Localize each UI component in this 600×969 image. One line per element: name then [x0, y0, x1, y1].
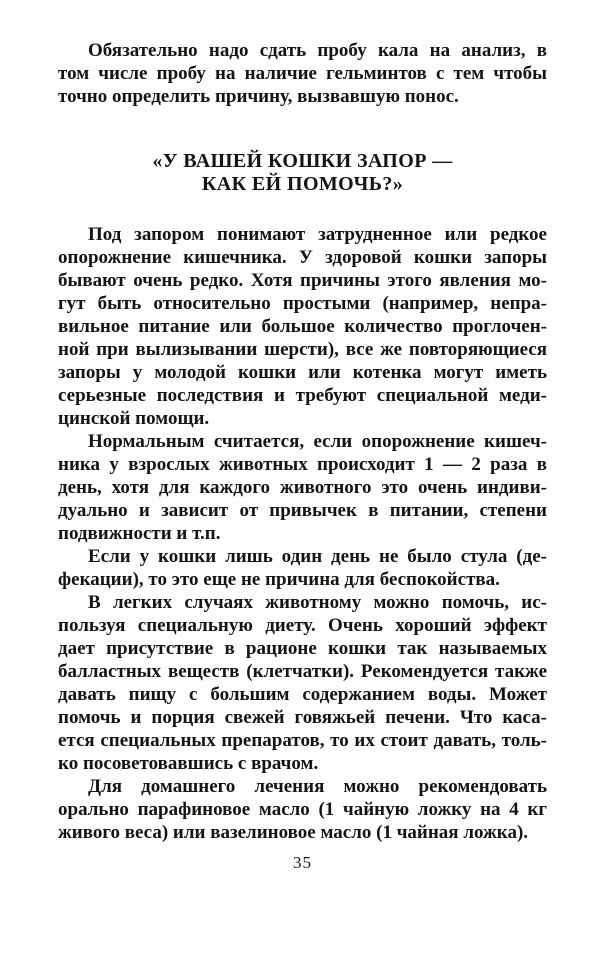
text-line: ется специальных препаратов, то их стоит давать, толь-: [58, 730, 547, 751]
text-line: ника у взрослых животных происходит 1 — 2 раза в: [58, 454, 547, 475]
text-line: ной при вылизывании шерсти), все же повторяющиеся: [58, 339, 547, 360]
text-line: фекации), то это еще не причина для беспокойства.: [58, 569, 500, 590]
text-line: том числе пробу на наличие гельминтов с тем чтобы: [58, 63, 547, 84]
text-line: «У ВАШЕЙ КОШКИ ЗАПОР —: [152, 150, 453, 172]
text-line: орально парафиновое масло (1 чайную ложку на 4 кг: [58, 799, 547, 820]
text-line: цинской помощи.: [58, 408, 210, 429]
text-line: вильное питание или большое количество проглочен-: [58, 316, 547, 337]
text-line: живого веса) или вазелиновое масло (1 чайная ложка).: [58, 822, 529, 843]
text-line: Нормальным считается, если опорожнение кишеч-: [88, 431, 547, 452]
text-line: В легких случаях животному можно помочь, ис-: [88, 592, 547, 613]
text-line: гут быть относительно простыми (например, непра-: [58, 293, 547, 314]
paragraph-definition: [58, 223, 547, 430]
text-line: подвижности и т.п.: [58, 523, 221, 544]
text-line: помочь и порция свежей говяжьей печени. Что каса-: [58, 707, 547, 728]
paragraph-mild-cases-diet: [58, 591, 547, 775]
text-line: точно определить причину, вызвавшую понос.: [58, 86, 459, 107]
text-line: опорожнение кишечника. У здоровой кошки запоры: [58, 247, 547, 268]
page-number: 35: [293, 853, 312, 872]
text-line: дуально и зависит от привычек в питании, степени: [58, 500, 547, 521]
paragraph-home-treatment: [58, 775, 547, 844]
text-line: Обязательно надо сдать пробу кала на анализ, в: [88, 40, 547, 61]
text-line: КАК ЕЙ ПОМОЧЬ?»: [201, 173, 404, 195]
text-line: пользуя специальную диету. Очень хороший эффект: [58, 615, 547, 636]
text-line: дает присутствие в рационе кошки так называемых: [58, 638, 547, 659]
text-line: серьезные последствия и требуют специальной меди-: [58, 385, 547, 406]
paragraph-normal-frequency: [58, 430, 547, 545]
section-heading: [58, 150, 547, 196]
text-line: запоры у молодой кошки или котенка могут иметь: [58, 362, 547, 383]
text-line: Под запором понимают затрудненное или редкое: [88, 224, 547, 245]
text-line: ко посоветовавшись с врачом.: [58, 753, 319, 774]
text-line: Для домашнего лечения можно рекомендовать: [88, 776, 547, 797]
text-line: Если у кошки лишь один день не было стула (де-: [88, 546, 547, 567]
text-line: день, хотя для каждого животного это очень индиви-: [58, 477, 547, 498]
text-line: бывают очень редко. Хотя причины этого явления мо-: [58, 270, 547, 291]
text-line: балластных веществ (клетчатки). Рекомендуется также: [58, 661, 547, 682]
text-line: давать пищу с большим содержанием воды. Может: [58, 684, 547, 705]
paragraph-intro: [58, 39, 547, 108]
paragraph-one-day-no-stool: [58, 545, 547, 591]
